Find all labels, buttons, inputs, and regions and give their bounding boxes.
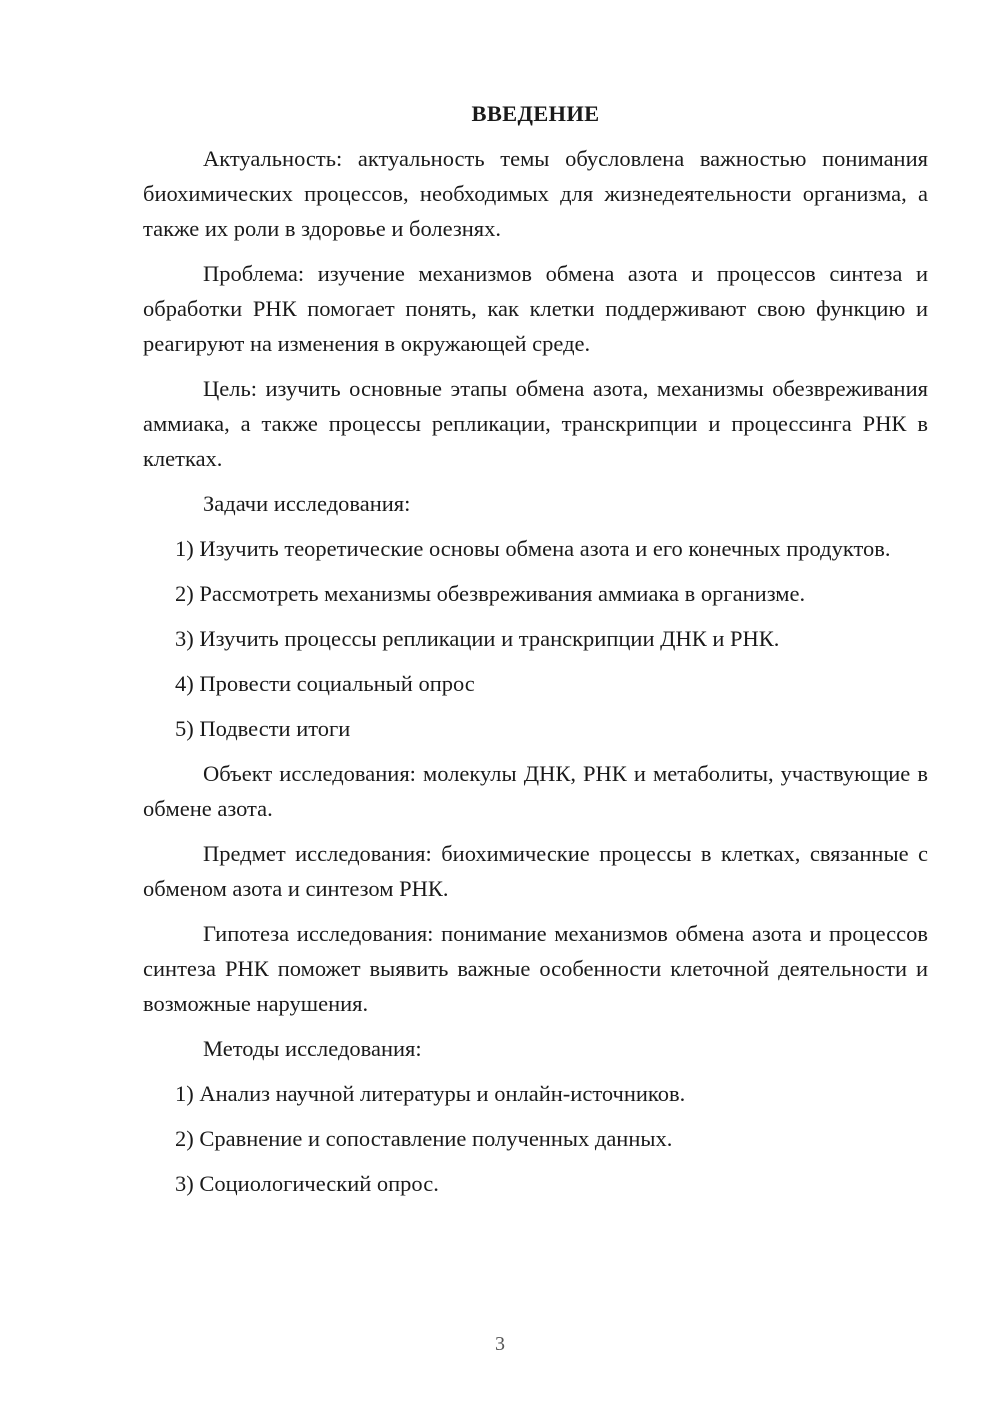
method-item: 3) Социологический опрос. [175, 1171, 439, 1196]
task-item: 3) Изучить процессы репликации и транскрипции ДНК и РНК. [175, 626, 780, 651]
hypothesis-paragraph: Гипотеза исследования: понимание механизмов обмена азота и процессов синтеза РНК поможет выявить важные особенности клеточной деятельности и возможные нарушения. [143, 921, 928, 1016]
methods-heading: Методы исследования: [203, 1036, 422, 1061]
object-paragraph: Объект исследования: молекулы ДНК, РНК и метаболиты, участвующие в обмене азота. [143, 761, 928, 821]
subject-paragraph: Предмет исследования: биохимические процессы в клетках, связанные с обменом азота и синтезом РНК. [143, 841, 928, 901]
task-item: 4) Провести социальный опрос [175, 671, 475, 696]
task-item: 1) Изучить теоретические основы обмена азота и его конечных продуктов. [175, 536, 891, 561]
task-item: 5) Подвести итоги [175, 716, 351, 741]
method-item: 1) Анализ научной литературы и онлайн-источников. [175, 1081, 686, 1106]
document-page [143, 96, 928, 1211]
problem-paragraph: Проблема: изучение механизмов обмена азота и процессов синтеза и обработки РНК помогает понять, как клетки поддерживают свою функцию и реагируют на изменения в окружающей среде. [143, 261, 928, 356]
section-title: ВВЕДЕНИЕ [471, 101, 600, 126]
task-item: 2) Рассмотреть механизмы обезвреживания аммиака в организме. [175, 581, 806, 606]
goal-paragraph: Цель: изучить основные этапы обмена азота, механизмы обезвреживания аммиака, а также процессы репликации, транскрипции и процессинга РНК в клетках. [143, 376, 928, 471]
relevance-paragraph: Актуальность: актуальность темы обусловлена важностью понимания биохимических процессов, необходимых для жизнедеятельности организма, а также их роли в здоровье и болезнях. [143, 146, 928, 241]
page-number: 3 [495, 1333, 505, 1355]
tasks-heading: Задачи исследования: [203, 491, 411, 516]
method-item: 2) Сравнение и сопоставление полученных данных. [175, 1126, 673, 1151]
